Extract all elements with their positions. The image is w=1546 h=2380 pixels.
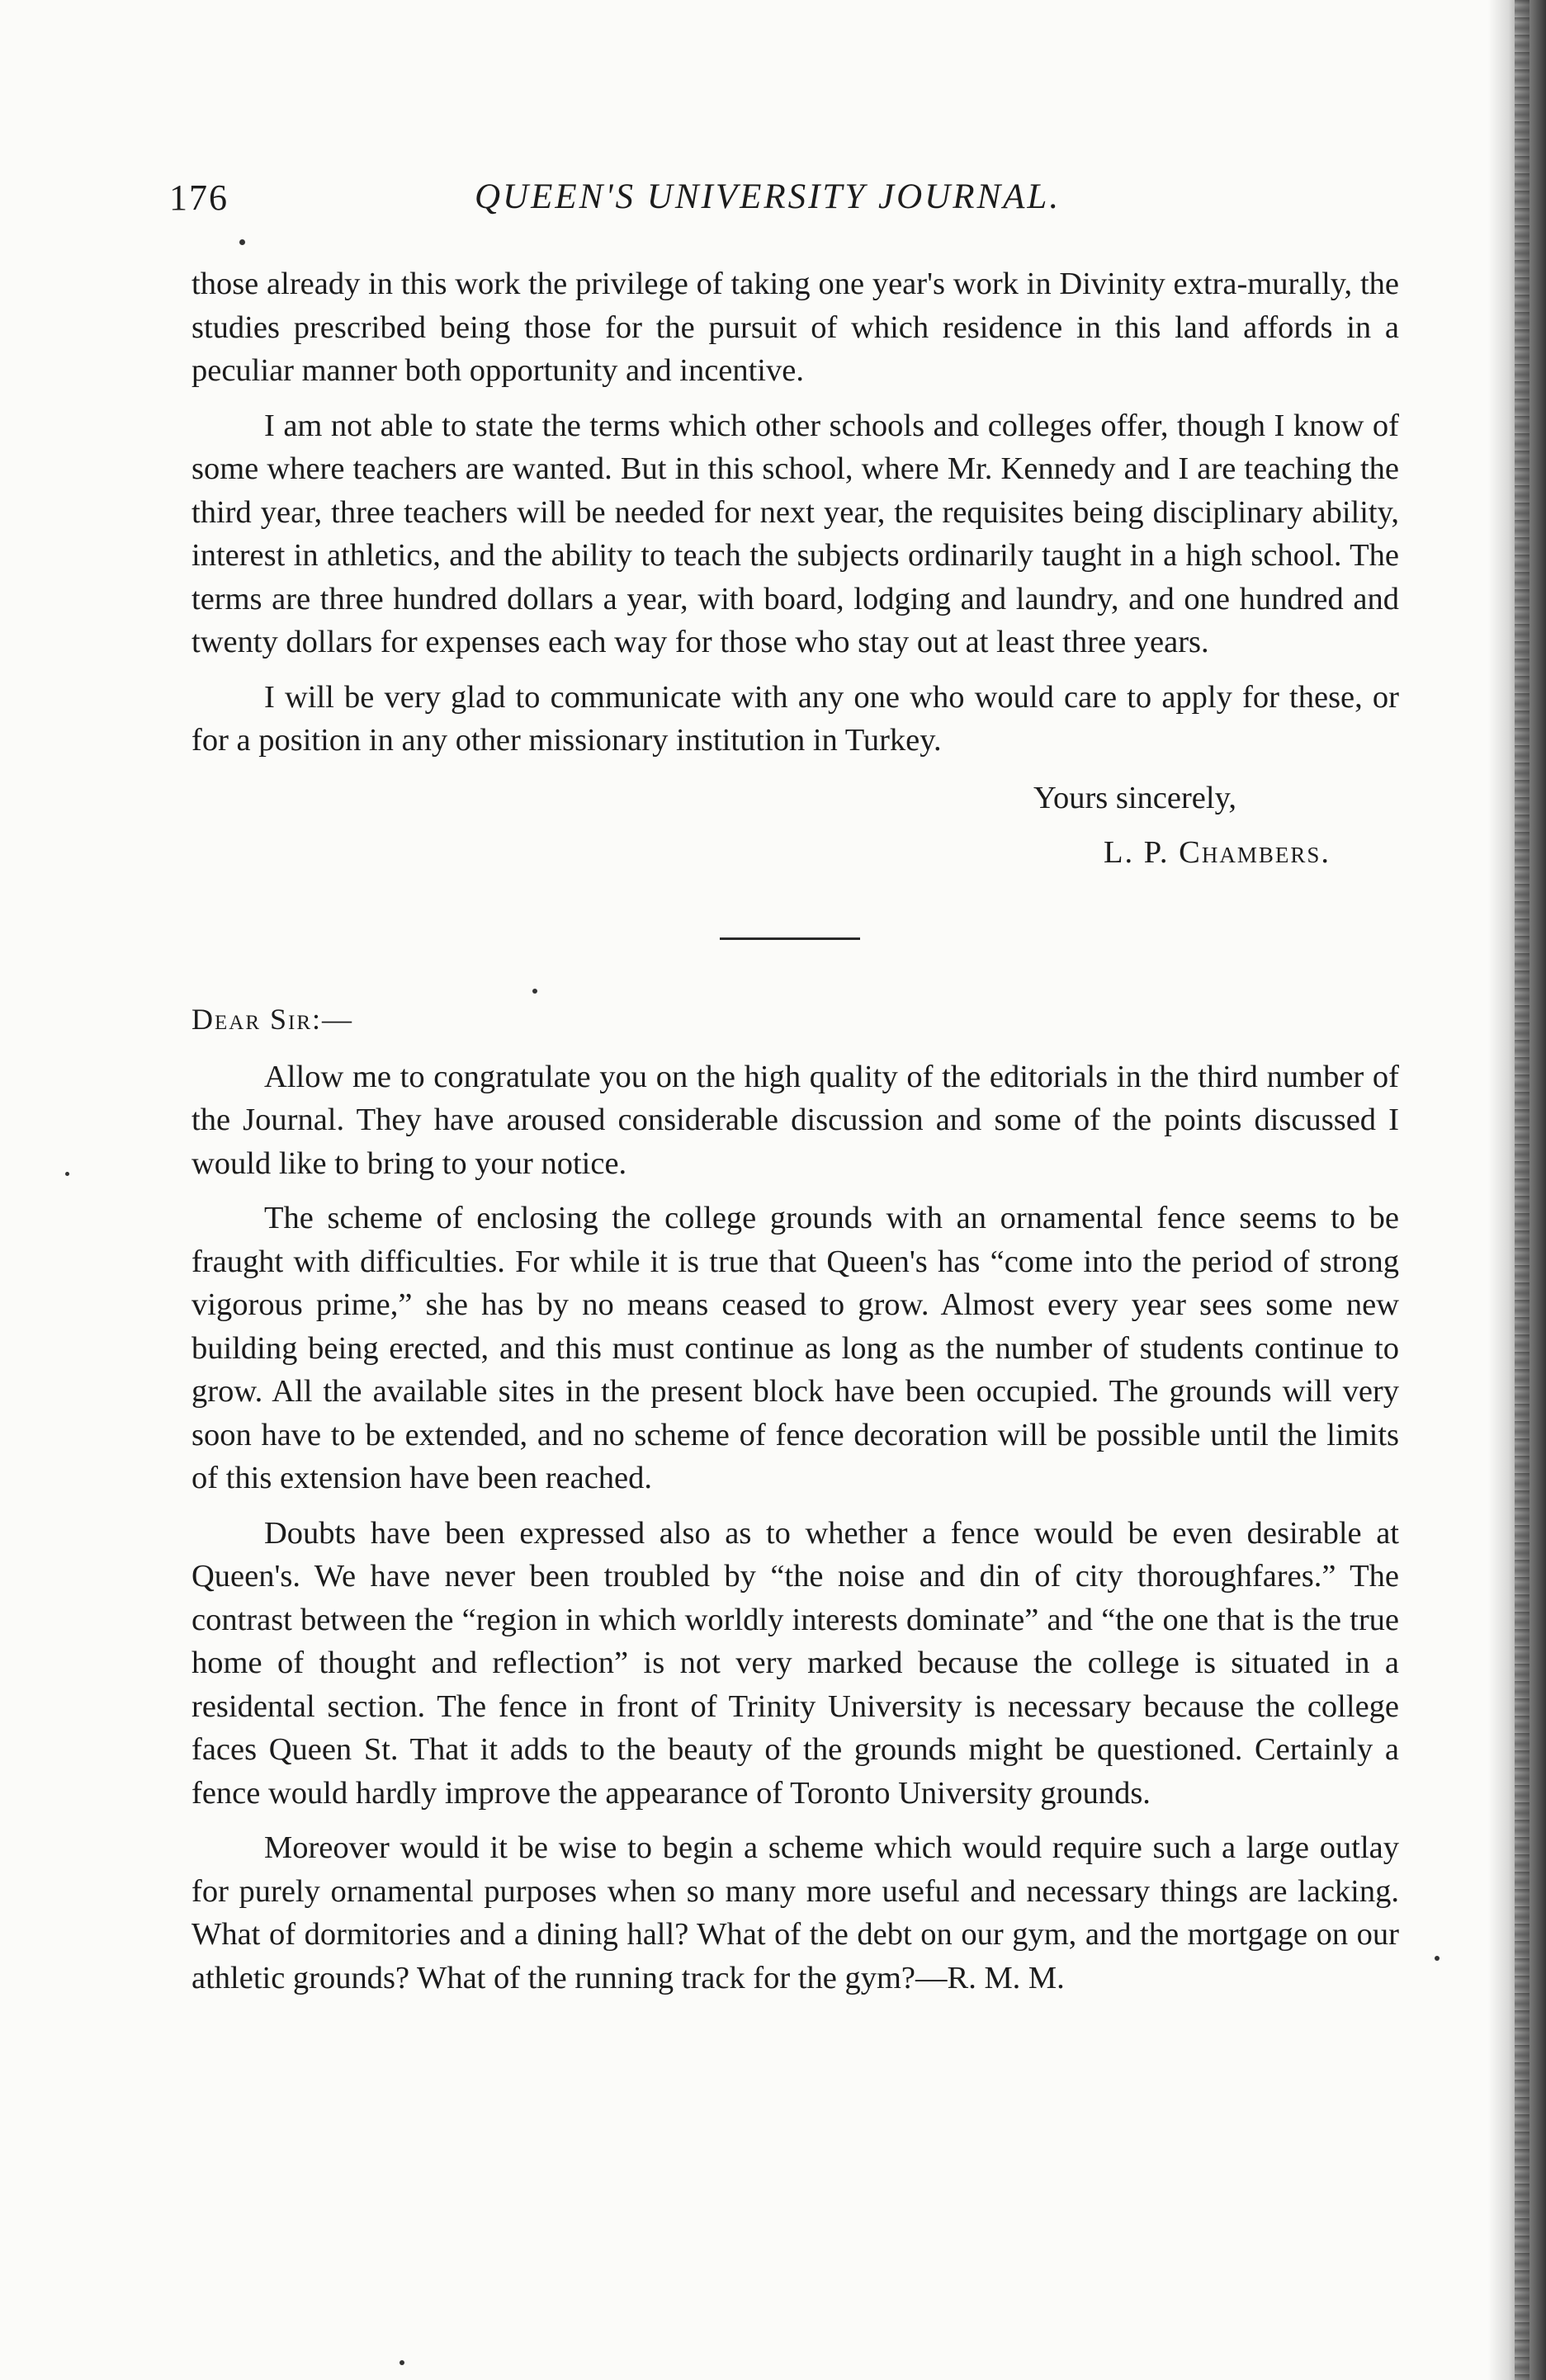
paragraph: I will be very glad to communicate with any one who would care to apply for these, or for a position in any other missionary institution in Turkey. xyxy=(191,679,1399,758)
page-body xyxy=(191,262,1399,2000)
journal-title: QUEEN'S UNIVERSITY JOURNAL. xyxy=(475,177,1061,216)
paragraph: I am not able to state the terms which other schools and colleges offer, though I know of some where teachers are wanted. But in this school, where Mr. Kennedy and I are teaching the third year, three teachers will be needed for next year, the requisites being disciplinary ability, interest in athletics, and the ability to teach the subjects ordinarily taught in a high school. The terms are three hundred dollars a year, with board, lodging and laundry, and one hundred and twenty dollars for expenses each way for those who stay out at least three years. xyxy=(191,408,1399,659)
scan-speck xyxy=(400,2360,404,2365)
letter-chambers xyxy=(191,262,1399,876)
scan-speck xyxy=(239,239,245,245)
paragraph: Allow me to congratulate you on the high quality of the editorials in the third number of the Journal. They have aroused considerable discussion and some of the points discussed I would like to bring to your notice. xyxy=(191,1059,1399,1181)
running-header xyxy=(169,177,1383,234)
salutation: Dear Sir:— xyxy=(191,1002,354,1036)
valediction: Yours sincerely, xyxy=(1033,780,1236,815)
paragraph: Moreover would it be wise to begin a scheme which would require such a large outlay for purely ornamental purposes when so many more useful and necessary things are lacking. What of dormitories and a dining hall? What of the debt on our gym, and the mortgage on our athletic grounds? What of the running track for the gym?—R. M. M. xyxy=(191,1830,1399,1995)
signature: L. P. Chambers. xyxy=(1104,834,1331,870)
scan-speck xyxy=(65,1172,69,1176)
paragraph: those already in this work the privilege of taking one year's work in Divinity extra-murally, the studies prescribed being those for the pursuit of which residence in this land affords in a peculiar manner both opportunity and incentive. xyxy=(191,267,1399,388)
scanned-page-edge-texture xyxy=(1515,0,1529,2380)
paragraph: The scheme of enclosing the college grounds with an ornamental fence seems to be fraught with difficulties. For while it is true that Queen's has “come into the period of strong vigorous prime,” she has by no means ceased to grow. Almost every year sees some new building being erected, and this must continue as long as the number of students continue to grow. All the available sites in the present block have been occupied. The grounds will very soon have to be extended, and no scheme of fence decoration will be possible until the limits of this extension have been reached. xyxy=(191,1201,1399,1495)
letter-rmm xyxy=(191,998,1399,2000)
section-divider xyxy=(720,937,860,940)
paragraph: Doubts have been expressed also as to whether a fence would be even desirable at Queen's. We have never been troubled by “the noise and din of city thoroughfares.” The contrast between the “region in which worldly interests dominate” and “the one that is the true home of thought and reflection” is not very marked because the college is situated in a residental section. The fence in front of Trinity University is necessary because the college faces Queen St. That it adds to the beauty of the grounds might be questioned. Certainly a fence would hardly improve the appearance of Toronto University grounds. xyxy=(191,1515,1399,1811)
scan-speck xyxy=(1435,1956,1440,1961)
page-number: 176 xyxy=(169,177,229,218)
